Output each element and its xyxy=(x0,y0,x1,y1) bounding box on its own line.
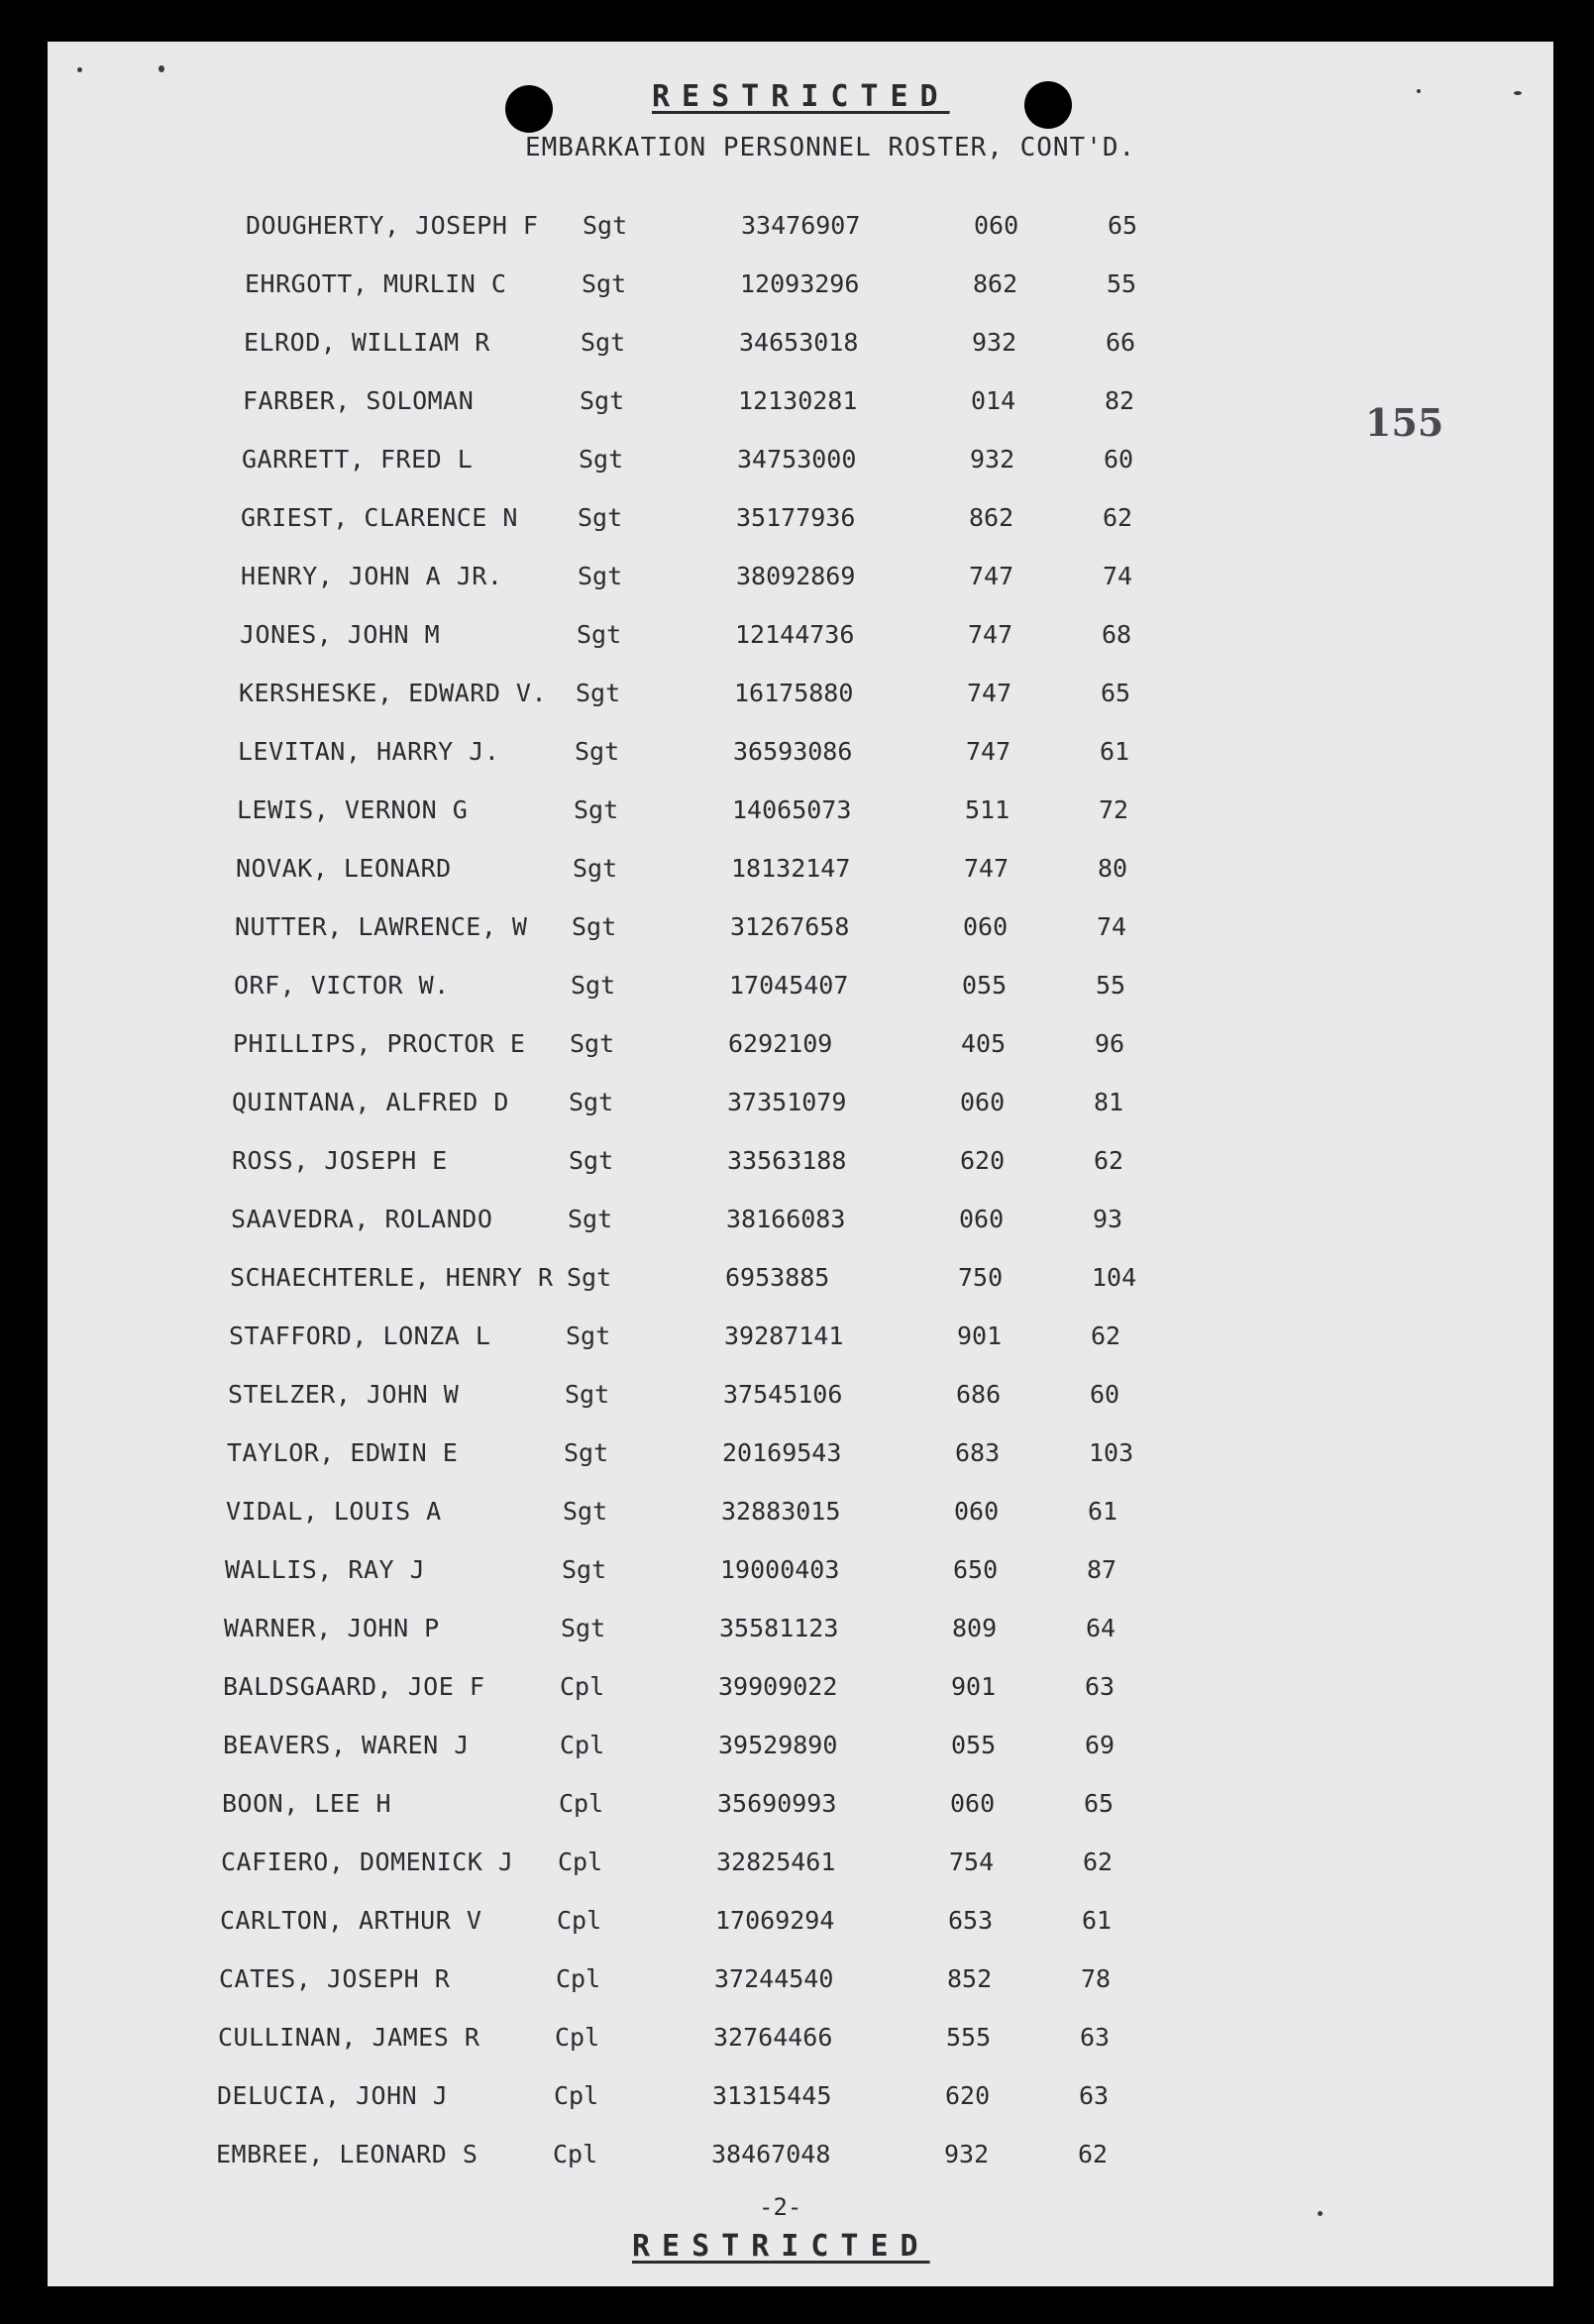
footer-classification: RESTRICTED xyxy=(632,2229,930,2264)
roster-row xyxy=(48,206,1335,246)
roster-row xyxy=(48,498,1330,538)
roster-row xyxy=(48,1083,1322,1122)
person-name: TAYLOR, EDWIN E xyxy=(227,1438,459,1467)
serial-number-cell: 39287141 xyxy=(724,1321,844,1350)
paper-speck xyxy=(1318,2211,1323,2216)
roster-row xyxy=(48,849,1326,889)
code-cell: 620 xyxy=(960,1146,1006,1175)
serial-number-cell: 14065073 xyxy=(732,795,852,824)
roster-row xyxy=(48,381,1332,421)
serial-number-cell: 32825461 xyxy=(716,1848,836,1876)
number-cell: 87 xyxy=(1087,1555,1117,1584)
code-cell: 932 xyxy=(970,445,1015,474)
code-cell: 055 xyxy=(951,1731,997,1759)
code-cell: 555 xyxy=(946,2023,992,2052)
person-name: ROSS, JOSEPH E xyxy=(232,1146,448,1175)
person-name: ELROD, WILLIAM R xyxy=(244,328,490,357)
number-cell: 60 xyxy=(1104,445,1134,474)
serial-number-cell: 39529890 xyxy=(718,1731,838,1759)
serial-number-cell: 38467048 xyxy=(711,2140,831,2168)
code-cell: 862 xyxy=(969,503,1014,532)
number-cell: 68 xyxy=(1102,620,1132,649)
roster-row xyxy=(48,1843,1311,1882)
document-page xyxy=(48,42,1553,2286)
number-cell: 74 xyxy=(1097,912,1127,941)
serial-number-cell: 12130281 xyxy=(738,386,858,415)
person-name: HENRY, JOHN A JR. xyxy=(241,562,503,590)
serial-number-cell: 33563188 xyxy=(727,1146,847,1175)
rank-cell: Cpl xyxy=(558,1848,603,1876)
serial-number-cell: 39909022 xyxy=(718,1672,838,1701)
person-name: BOON, LEE H xyxy=(222,1789,392,1818)
number-cell: 62 xyxy=(1078,2140,1109,2168)
code-cell: 747 xyxy=(966,737,1011,766)
code-cell: 683 xyxy=(955,1438,1001,1467)
person-name: EHRGOTT, MURLIN C xyxy=(245,269,507,298)
code-cell: 060 xyxy=(950,1789,996,1818)
roster-row xyxy=(48,674,1328,713)
serial-number-cell: 32764466 xyxy=(713,2023,833,2052)
roster-row xyxy=(48,1550,1315,1590)
roster-row xyxy=(48,440,1331,479)
roster-row xyxy=(48,1959,1309,1999)
person-name: BALDSGAARD, JOE F xyxy=(223,1672,485,1701)
serial-number-cell: 38092869 xyxy=(736,562,856,590)
rank-cell: Sgt xyxy=(572,912,617,941)
code-cell: 405 xyxy=(961,1029,1007,1058)
paper-speck xyxy=(159,65,164,72)
number-cell: 82 xyxy=(1105,386,1135,415)
person-name: CULLINAN, JAMES R xyxy=(218,2023,480,2052)
code-cell: 055 xyxy=(962,971,1008,1000)
roster-row xyxy=(48,1784,1312,1824)
person-name: WALLIS, RAY J xyxy=(225,1555,426,1584)
person-name: QUINTANA, ALFRED D xyxy=(232,1088,509,1116)
rank-cell: Cpl xyxy=(554,2081,599,2110)
roster-subtitle: EMBARKATION PERSONNEL ROSTER, CONT'D. xyxy=(525,133,1136,162)
rank-cell: Sgt xyxy=(576,679,621,707)
rank-cell: Sgt xyxy=(567,1263,612,1292)
roster-row xyxy=(48,732,1328,772)
serial-number-cell: 31315445 xyxy=(712,2081,832,2110)
serial-number-cell: 16175880 xyxy=(734,679,854,707)
rank-cell: Sgt xyxy=(577,620,622,649)
serial-number-cell: 35581123 xyxy=(719,1614,839,1642)
rank-cell: Sgt xyxy=(581,328,626,357)
person-name: CATES, JOSEPH R xyxy=(219,1964,451,1993)
rank-cell: Cpl xyxy=(559,1789,604,1818)
code-cell: 060 xyxy=(959,1205,1005,1233)
number-cell: 62 xyxy=(1083,1848,1114,1876)
serial-number-cell: 6292109 xyxy=(728,1029,833,1058)
person-name: ORF, VICTOR W. xyxy=(234,971,450,1000)
person-name: CARLTON, ARTHUR V xyxy=(220,1906,482,1935)
rank-cell: Sgt xyxy=(565,1380,610,1409)
number-cell: 61 xyxy=(1100,737,1130,766)
serial-number-cell: 37351079 xyxy=(727,1088,847,1116)
code-cell: 650 xyxy=(953,1555,999,1584)
roster-row xyxy=(48,1433,1317,1473)
person-name: LEWIS, VERNON G xyxy=(237,795,469,824)
roster-row xyxy=(48,1200,1321,1239)
number-cell: 65 xyxy=(1101,679,1131,707)
roster-row xyxy=(48,615,1329,655)
rank-cell: Sgt xyxy=(578,562,623,590)
code-cell: 901 xyxy=(951,1672,997,1701)
roster-row xyxy=(48,557,1330,596)
rank-cell: Sgt xyxy=(561,1614,606,1642)
number-cell: 72 xyxy=(1099,795,1129,824)
serial-number-cell: 12144736 xyxy=(735,620,855,649)
number-cell: 69 xyxy=(1085,1731,1116,1759)
punch-hole-right xyxy=(1024,81,1072,129)
rank-cell: Sgt xyxy=(571,971,616,1000)
serial-number-cell: 17069294 xyxy=(715,1906,835,1935)
roster-row xyxy=(48,1024,1323,1064)
rank-cell: Sgt xyxy=(564,1438,609,1467)
code-cell: 901 xyxy=(957,1321,1003,1350)
page-stamp-number: 155 xyxy=(1365,400,1444,445)
roster-row xyxy=(48,907,1325,947)
paper-speck xyxy=(1417,89,1421,93)
person-name: VIDAL, LOUIS A xyxy=(226,1497,442,1526)
number-cell: 78 xyxy=(1081,1964,1112,1993)
person-name: DELUCIA, JOHN J xyxy=(217,2081,449,2110)
person-name: KERSHESKE, EDWARD V. xyxy=(239,679,548,707)
number-cell: 103 xyxy=(1089,1438,1134,1467)
person-name: NUTTER, LAWRENCE, W xyxy=(235,912,528,941)
number-cell: 65 xyxy=(1108,211,1138,240)
number-cell: 104 xyxy=(1092,1263,1137,1292)
code-cell: 060 xyxy=(954,1497,1000,1526)
rank-cell: Cpl xyxy=(557,1906,602,1935)
person-name: PHILLIPS, PROCTOR E xyxy=(233,1029,526,1058)
code-cell: 686 xyxy=(956,1380,1002,1409)
code-cell: 862 xyxy=(973,269,1018,298)
serial-number-cell: 36593086 xyxy=(733,737,853,766)
code-cell: 014 xyxy=(971,386,1016,415)
serial-number-cell: 12093296 xyxy=(740,269,860,298)
code-cell: 060 xyxy=(974,211,1019,240)
person-name: STAFFORD, LONZA L xyxy=(229,1321,491,1350)
number-cell: 64 xyxy=(1086,1614,1116,1642)
person-name: SAAVEDRA, ROLANDO xyxy=(231,1205,493,1233)
roster-row xyxy=(48,1317,1319,1356)
number-cell: 63 xyxy=(1080,2023,1111,2052)
rank-cell: Sgt xyxy=(568,1205,613,1233)
rank-cell: Sgt xyxy=(575,737,620,766)
number-cell: 55 xyxy=(1107,269,1137,298)
person-name: WARNER, JOHN P xyxy=(224,1614,440,1642)
person-name: NOVAK, LEONARD xyxy=(236,854,452,883)
roster-row xyxy=(48,791,1327,830)
serial-number-cell: 35177936 xyxy=(736,503,856,532)
rank-cell: Sgt xyxy=(566,1321,611,1350)
roster-row xyxy=(48,1901,1310,1941)
code-cell: 932 xyxy=(972,328,1017,357)
rank-cell: Cpl xyxy=(556,1964,601,1993)
number-cell: 63 xyxy=(1079,2081,1110,2110)
serial-number-cell: 17045407 xyxy=(729,971,849,1000)
code-cell: 620 xyxy=(945,2081,991,2110)
code-cell: 747 xyxy=(964,854,1010,883)
serial-number-cell: 34753000 xyxy=(737,445,857,474)
roster-row xyxy=(48,1258,1320,1298)
code-cell: 747 xyxy=(967,679,1012,707)
person-name: FARBER, SOLOMAN xyxy=(243,386,475,415)
roster-row xyxy=(48,1492,1316,1532)
serial-number-cell: 18132147 xyxy=(731,854,851,883)
serial-number-cell: 33476907 xyxy=(741,211,861,240)
number-cell: 62 xyxy=(1103,503,1133,532)
number-cell: 66 xyxy=(1106,328,1136,357)
person-name: EMBREE, LEONARD S xyxy=(216,2140,478,2168)
person-name: CAFIERO, DOMENICK J xyxy=(221,1848,514,1876)
paper-speck xyxy=(1514,91,1522,95)
page-number: -2- xyxy=(759,2193,802,2221)
roster-row xyxy=(48,1726,1313,1765)
rank-cell: Sgt xyxy=(583,211,628,240)
serial-number-cell: 37545106 xyxy=(723,1380,843,1409)
number-cell: 55 xyxy=(1096,971,1126,1000)
rank-cell: Sgt xyxy=(574,795,619,824)
serial-number-cell: 6953885 xyxy=(725,1263,830,1292)
serial-number-cell: 31267658 xyxy=(730,912,850,941)
person-name: GARRETT, FRED L xyxy=(242,445,474,474)
rank-cell: Sgt xyxy=(562,1555,607,1584)
roster-row xyxy=(48,323,1333,363)
person-name: STELZER, JOHN W xyxy=(228,1380,460,1409)
number-cell: 80 xyxy=(1098,854,1128,883)
code-cell: 750 xyxy=(958,1263,1004,1292)
person-name: BEAVERS, WAREN J xyxy=(223,1731,470,1759)
rank-cell: Sgt xyxy=(582,269,627,298)
roster-row xyxy=(48,2135,1306,2174)
number-cell: 61 xyxy=(1082,1906,1113,1935)
number-cell: 81 xyxy=(1094,1088,1124,1116)
rank-cell: Cpl xyxy=(560,1672,605,1701)
serial-number-cell: 38166083 xyxy=(726,1205,846,1233)
serial-number-cell: 20169543 xyxy=(722,1438,842,1467)
number-cell: 93 xyxy=(1093,1205,1123,1233)
number-cell: 62 xyxy=(1091,1321,1121,1350)
code-cell: 932 xyxy=(944,2140,990,2168)
serial-number-cell: 37244540 xyxy=(714,1964,834,1993)
person-name: DOUGHERTY, JOSEPH F xyxy=(246,211,539,240)
roster-row xyxy=(48,2076,1307,2116)
header-classification: RESTRICTED xyxy=(652,79,950,114)
serial-number-cell: 35690993 xyxy=(717,1789,837,1818)
person-name: JONES, JOHN M xyxy=(240,620,441,649)
rank-cell: Sgt xyxy=(563,1497,608,1526)
roster-row xyxy=(48,966,1324,1005)
roster-row xyxy=(48,1141,1322,1181)
roster-row xyxy=(48,264,1334,304)
code-cell: 653 xyxy=(948,1906,994,1935)
punch-hole-left xyxy=(505,85,553,133)
rank-cell: Sgt xyxy=(570,1029,615,1058)
serial-number-cell: 34653018 xyxy=(739,328,859,357)
rank-cell: Cpl xyxy=(553,2140,598,2168)
code-cell: 060 xyxy=(963,912,1009,941)
roster-row xyxy=(48,1609,1314,1648)
code-cell: 747 xyxy=(968,620,1013,649)
roster-row xyxy=(48,1375,1318,1415)
roster-row xyxy=(48,2018,1308,2058)
code-cell: 809 xyxy=(952,1614,998,1642)
serial-number-cell: 32883015 xyxy=(721,1497,841,1526)
serial-number-cell: 19000403 xyxy=(720,1555,840,1584)
rank-cell: Sgt xyxy=(580,386,625,415)
number-cell: 74 xyxy=(1103,562,1133,590)
rank-cell: Sgt xyxy=(569,1088,614,1116)
code-cell: 754 xyxy=(949,1848,995,1876)
code-cell: 852 xyxy=(947,1964,993,1993)
number-cell: 65 xyxy=(1084,1789,1115,1818)
rank-cell: Sgt xyxy=(578,503,623,532)
code-cell: 511 xyxy=(965,795,1010,824)
paper-speck xyxy=(77,67,82,72)
rank-cell: Cpl xyxy=(560,1731,605,1759)
number-cell: 63 xyxy=(1085,1672,1116,1701)
number-cell: 60 xyxy=(1090,1380,1120,1409)
rank-cell: Sgt xyxy=(579,445,624,474)
code-cell: 747 xyxy=(969,562,1014,590)
number-cell: 62 xyxy=(1094,1146,1124,1175)
person-name: GRIEST, CLARENCE N xyxy=(241,503,518,532)
rank-cell: Sgt xyxy=(573,854,618,883)
number-cell: 61 xyxy=(1088,1497,1118,1526)
roster-row xyxy=(48,1667,1313,1707)
person-name: LEVITAN, HARRY J. xyxy=(238,737,500,766)
rank-cell: Cpl xyxy=(555,2023,600,2052)
rank-cell: Sgt xyxy=(569,1146,614,1175)
person-name: SCHAECHTERLE, HENRY R xyxy=(230,1263,554,1292)
code-cell: 060 xyxy=(960,1088,1006,1116)
number-cell: 96 xyxy=(1095,1029,1125,1058)
